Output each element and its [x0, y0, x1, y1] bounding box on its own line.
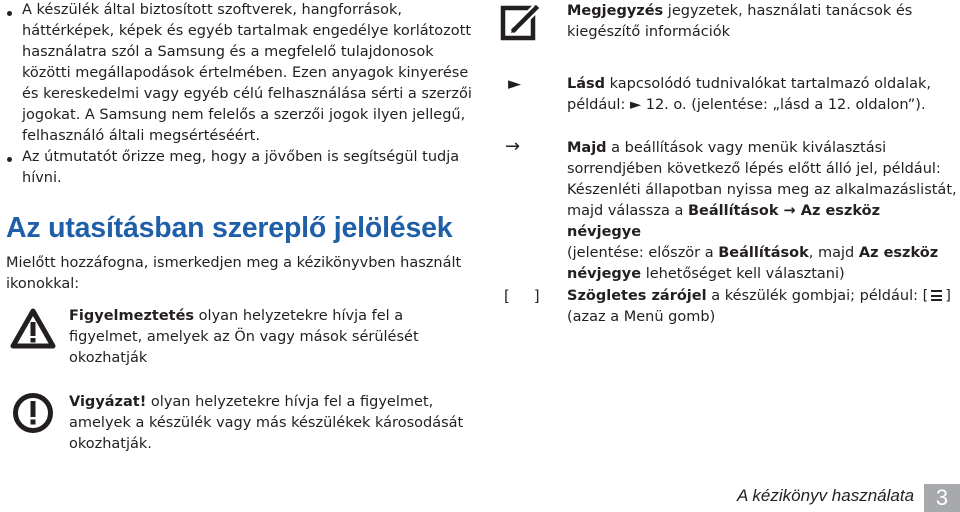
note-icon — [500, 2, 542, 42]
footer-section-title: A kézikönyv használata — [737, 486, 915, 505]
warning-text: Figyelmeztetés olyan helyzetekre hívja fel a figyelmet, amelyek az Ön vagy mások sérülését okozhatják — [69, 308, 419, 366]
see-text: Lásd kapcsolódó tudnivalókat tartalmazó oldalak, például: ► 12. o. (jelentése: „lásd a 12. oldalon”). — [567, 76, 931, 113]
menu-key-icon — [929, 290, 944, 301]
warning-icon — [10, 308, 56, 350]
warning-term: Figyelmeztetés — [69, 308, 195, 324]
section-heading: Az utasításban szereplő jelölések — [6, 212, 453, 244]
brackets-term: Szögletes zárójel — [567, 288, 707, 304]
brackets-symbol: [ ] — [504, 287, 540, 305]
see-term: Lásd — [567, 76, 606, 92]
bullet-2-text: Az útmutatót őrizze meg, hogy a jövőben is segítségül tudja hívni. — [22, 149, 460, 186]
bullet-dot — [7, 157, 12, 162]
then-symbol: → — [505, 136, 521, 157]
caution-icon — [12, 392, 54, 434]
then-term: Majd — [567, 140, 607, 156]
see-symbol: ► — [508, 74, 522, 94]
note-term: Megjegyzés — [567, 3, 664, 19]
note-text: Megjegyzés jegyzetek, használati tanácsok és kiegészítő információk — [567, 3, 913, 40]
page-number: 3 — [924, 484, 960, 512]
then-text: Majd a beállítások vagy menük kiválasztási sorrendjében következő lépés előtt álló jel, például: Készenléti állapotban nyissa meg az alkalmazáslistát, majd válassza a Beállítások → Az eszköz névjegye (jelentése: először a Beállítások, majd Az eszköz névjegye lehetőséget kell választani) — [567, 140, 957, 282]
intro-text: Mielőtt hozzáfogna, ismerkedjen meg a kézikönyvben használt ikonokkal: — [6, 255, 462, 292]
bullet-dot — [7, 11, 12, 16]
caution-text: Vigyázat! olyan helyzetekre hívja fel a figyelmet, amelyek a készülék vagy más készülékek károsodását okozhatják. — [69, 394, 464, 452]
caution-term: Vigyázat! — [69, 394, 147, 410]
bullet-1-text: A készülék által biztosított szoftverek, hangforrások, háttérképek, képek és egyéb tartalmak engedélye korlátozott használatra szól a Samsung és a megfelelő tulajdonosok közötti megállapodások értelmében. Ezen anyagok kinyerése és kereskedelmi vagy egyéb célú felhasználása sérti a szerzői jogokat. A Samsung nem felelős a szerzői jogok ilyen jellegű, felhasználó általi megsértéséért. — [22, 2, 472, 144]
brackets-text: Szögletes zárójel a készülék gombjai; például: [ ] (azaz a Menü gomb) — [567, 288, 951, 325]
